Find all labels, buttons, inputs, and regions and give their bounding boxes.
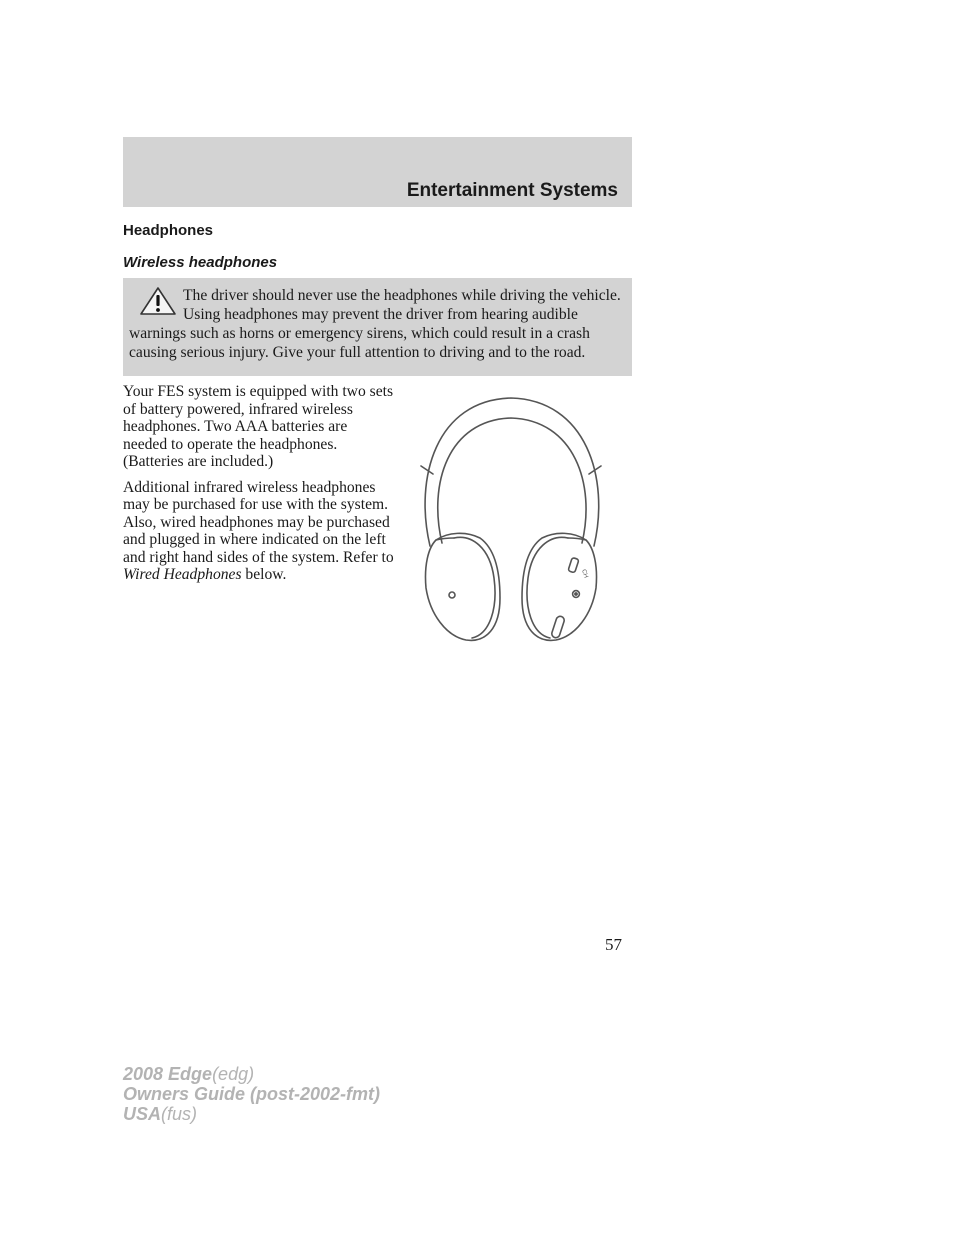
page-number: 57 (605, 935, 622, 954)
paragraph-2-start: Additional infrared wireless headphones may be purchased for use with the system. Also, wired headphones may be purchased and plugged in where indicated on the left and right hand sides of the system. Refer to (123, 478, 394, 566)
headphones-illustration-icon (406, 388, 616, 648)
warning-text: The driver should never use the headphones while driving the vehicle. Using headphones may prevent the driver from hearing audible warnings such as horns or emergency sirens, which could result in a crash causing serious injury. Give your full attention to driving and to the road. (129, 287, 621, 361)
footer-line-3 (123, 1104, 380, 1124)
body-text (123, 383, 395, 592)
warning-box (123, 278, 632, 376)
footer-line-1 (123, 1064, 380, 1084)
footer-line-2: Owners Guide (post-2002-fmt) (123, 1084, 381, 1104)
footer-market: USA (123, 1104, 162, 1124)
warning-triangle-icon (139, 286, 177, 316)
paragraph-2-end: below. (241, 566, 287, 583)
footer (123, 1064, 380, 1124)
chapter-title: Entertainment Systems (406, 180, 618, 201)
section-heading: Headphones (123, 222, 214, 239)
paragraph-2 (123, 479, 395, 584)
footer-model-code: (edg) (212, 1064, 255, 1084)
wired-headphones-reference: Wired Headphones (123, 566, 242, 583)
header-band (123, 137, 632, 207)
channel-label: CH (580, 568, 589, 579)
footer-model: 2008 Edge (123, 1064, 213, 1084)
footer-market-code: (fus) (161, 1104, 198, 1124)
subsection-heading: Wireless headphones (123, 254, 278, 271)
paragraph-1: Your FES system is equipped with two sets of battery powered, infrared wireless headphones. Two AAA batteries are needed to operate the headphones. (Batteries are included.) (123, 383, 394, 470)
